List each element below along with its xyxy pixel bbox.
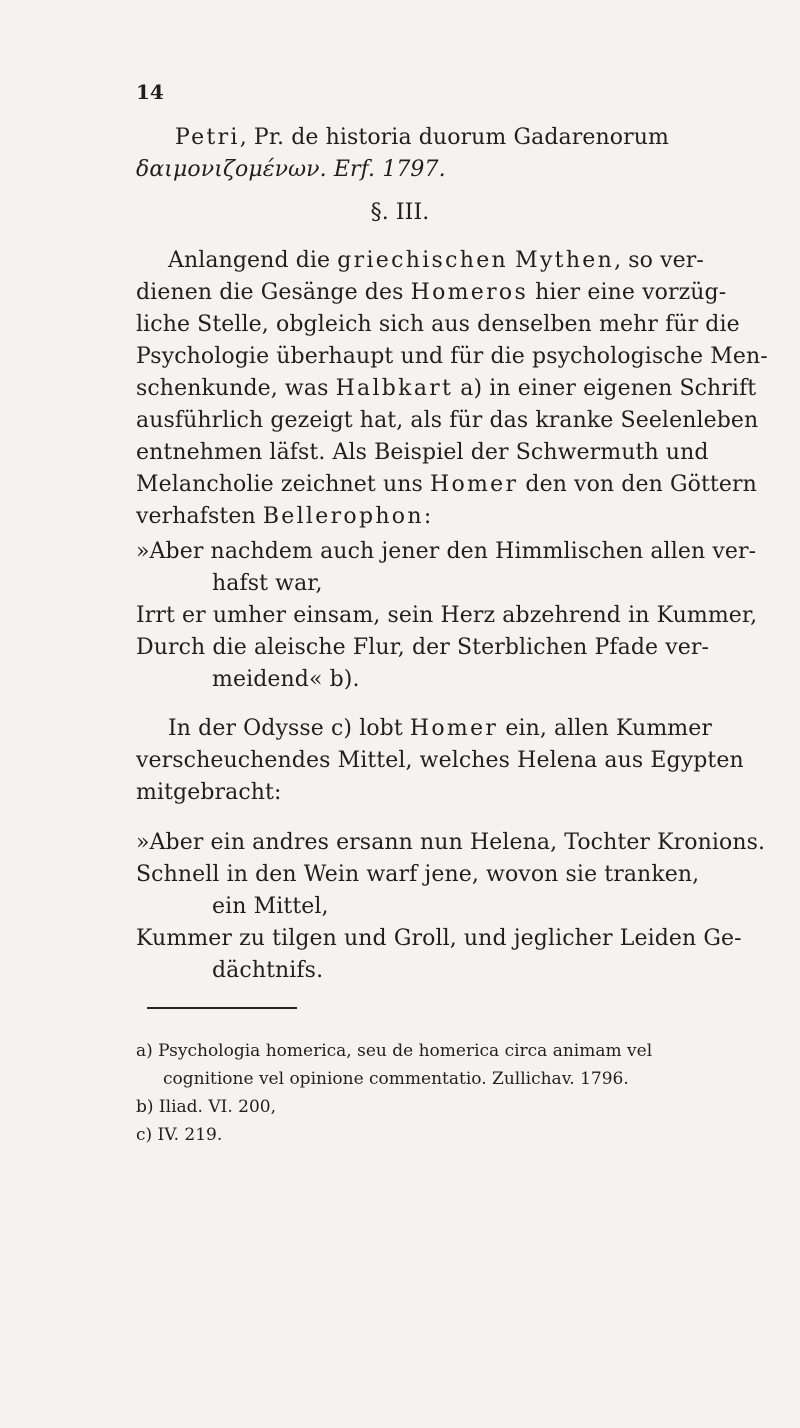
- paragraph-1-text: den von den Göttern: [518, 472, 757, 497]
- paragraph-1-line-1: [168, 250, 704, 272]
- quote-1-line-4: Durch die aleische Flur, der Sterblichen Pfade ver-: [136, 635, 710, 660]
- spaced-term-homer: Homer: [429, 472, 519, 497]
- paragraph-1-line-4: Psychologie überhaupt und für die psychologische Men-: [136, 344, 768, 369]
- paragraph-1-line-7: entnehmen läfst. Als Beispiel der Schwermuth und: [136, 440, 709, 465]
- paragraph-1-text: a) in einer eigenen Schrift: [453, 376, 757, 401]
- section-heading: §. III.: [370, 200, 430, 225]
- paragraph-1-text: Anlangend die: [168, 248, 338, 273]
- quote-2-line-2: Schnell in den Wein warf jene, wovon sie tranken,: [136, 862, 700, 887]
- spaced-term-halbkart: Halbkart: [335, 376, 454, 401]
- footnote-a-line-2: cognitione vel opinione commentatio. Zullichav. 1796.: [163, 1069, 629, 1089]
- spaced-term-homer-2: Homer: [409, 716, 499, 741]
- author-name: Petri: [175, 125, 240, 150]
- paragraph-1-text: :: [423, 504, 432, 529]
- footnote-c: c) IV. 219.: [136, 1125, 223, 1145]
- paragraph-1-text: Melancholie zeichnet uns: [136, 472, 430, 497]
- paragraph-2-text: ein, allen Kummer: [498, 716, 712, 741]
- paragraph-2-line-1: [168, 718, 712, 740]
- paragraph-1-line-8: [136, 474, 757, 496]
- footnote-a-line-1: a) Psychologia homerica, seu de homerica circa animam vel: [136, 1041, 653, 1061]
- footnote-b: b) Iliad. VI. 200,: [136, 1097, 276, 1117]
- page-number: 14: [136, 80, 164, 104]
- quote-2-line-3: ein Mittel,: [212, 894, 329, 919]
- quote-2-line-4: Kummer zu tilgen und Groll, und jeglicher Leiden Ge-: [136, 926, 742, 951]
- paragraph-1-text: verhafsten: [136, 504, 263, 529]
- footnote-divider: [147, 1007, 297, 1009]
- citation-line-2: δαιμονιζομένων. Erf. 1797.: [136, 157, 446, 182]
- paragraph-1-line-3: liche Stelle, obgleich sich aus denselben mehr für die: [136, 312, 740, 337]
- paragraph-2-line-3: mitgebracht:: [136, 780, 282, 805]
- quote-2-line-1: »Aber ein andres ersann nun Helena, Tochter Kronions.: [136, 830, 766, 855]
- citation-title: , Pr. de historia duorum Gadarenorum: [239, 125, 669, 150]
- paragraph-2-line-2: verscheuchendes Mittel, welches Helena aus Egypten: [136, 748, 744, 773]
- paragraph-1-line-9: [136, 506, 431, 528]
- paragraph-1-text: hier eine vorzüg-: [528, 280, 727, 305]
- paragraph-1-text: dienen die Gesänge des: [136, 280, 411, 305]
- paragraph-1-line-5: [136, 378, 756, 400]
- quote-1-line-3: Irrt er umher einsam, sein Herz abzehrend in Kummer,: [136, 603, 758, 628]
- spaced-term-homeros: Homeros: [410, 280, 529, 305]
- paragraph-2-text: In der Odysse c) lobt: [168, 716, 410, 741]
- spaced-term-mythen: Mythen: [515, 248, 615, 273]
- paragraph-1-text: , so ver-: [614, 248, 704, 273]
- paragraph-1-line-2: [136, 282, 726, 304]
- quote-1-line-1: »Aber nachdem auch jener den Himmlischen allen ver-: [136, 539, 757, 564]
- quote-1-line-2: hafst war,: [212, 571, 323, 596]
- quote-1-line-5: meidend« b).: [212, 667, 360, 692]
- quote-2-line-5: dächtnifs.: [212, 958, 324, 983]
- spaced-term-bellerophon: Bellerophon: [262, 504, 424, 529]
- paragraph-1-text: schenkunde, was: [136, 376, 336, 401]
- citation-line-1: [175, 127, 669, 149]
- paragraph-1-line-6: ausführlich gezeigt hat, als für das kranke Seelenleben: [136, 408, 759, 433]
- spaced-term-greek: griechischen: [337, 248, 509, 273]
